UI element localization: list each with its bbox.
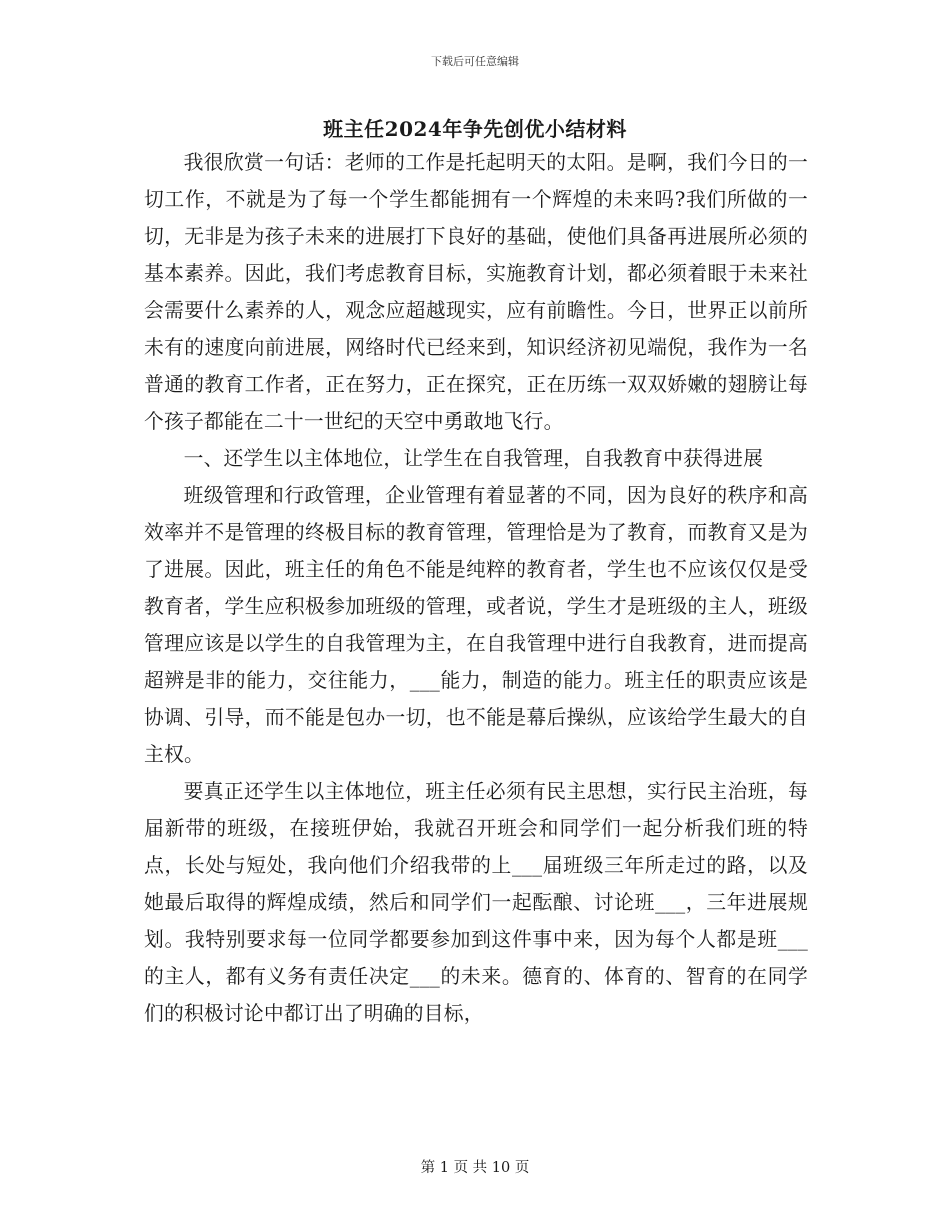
document-title: 班主任2024年争先创优小结材料 xyxy=(323,117,627,141)
document-body xyxy=(144,144,808,1032)
section-heading: 一、还学生以主体地位，让学生在自我管理，自我教育中获得进展 xyxy=(183,447,764,470)
header-note: 下载后可任意编辑 xyxy=(431,55,519,68)
page-number: 第 1 页 共 10 页 xyxy=(420,1160,530,1176)
paragraph-class-management: 班级管理和行政管理，企业管理有着显著的不同，因为良好的秩序和高效率并不是管理的终极目标的教育管理，管理恰是为了教育，而教育又是为了进展。因此，班主任的角色不能是纯粹的教育者，学生也不应该仅仅是受教育者，学生应积极参加班级的管理，或者说，学生才是班级的主人，班级管理应该是以学生的自我管理为主，在自我管理中进行自我教育，进而提高超辨是非的能力，交往能力，___能力，制造的能力。班主任的职责应该是协调、引导，而不能是包办一切，也不能是幕后操纵，应该给学生最大的自主权。 xyxy=(144,484,808,766)
paragraph-intro: 我很欣赏一句话：老师的工作是托起明天的太阳。是啊，我们今日的一切工作，不就是为了每一个学生都能拥有一个辉煌的未来吗?我们所做的一切，无非是为孩子未来的进展打下良好的基础，使他们具备再进展所必须的基本素养。因此，我们考虑教育目标，实施教育计划，都必须着眼于未来社会需要什么素养的人，观念应超越现实，应有前瞻性。今日，世界正以前所未有的速度向前进展，网络时代已经来到，知识经济初见端倪，我作为一名普通的教育工作者，正在努力，正在探究，正在历练一双双娇嫩的翅膀让每个孩子都能在二十一世纪的天空中勇敢地飞行。 xyxy=(144,151,808,433)
paragraph-democratic-management: 要真正还学生以主体地位，班主任必须有民主思想，实行民主治班，每届新带的班级，在接班伊始，我就召开班会和同学们一起分析我们班的特点，长处与短处，我向他们介绍我带的上___届班级三年所走过的路，以及她最后取得的辉煌成绩，然后和同学们一起酝酿、讨论班___，三年进展规划。我特别要求每一位同学都要参加到这件事中来，因为每个人都是班___的主人，都有义务有责任决定___的未来。德育的、体育的、智育的在同学们的积极讨论中都订出了明确的目标， xyxy=(144,780,808,1025)
